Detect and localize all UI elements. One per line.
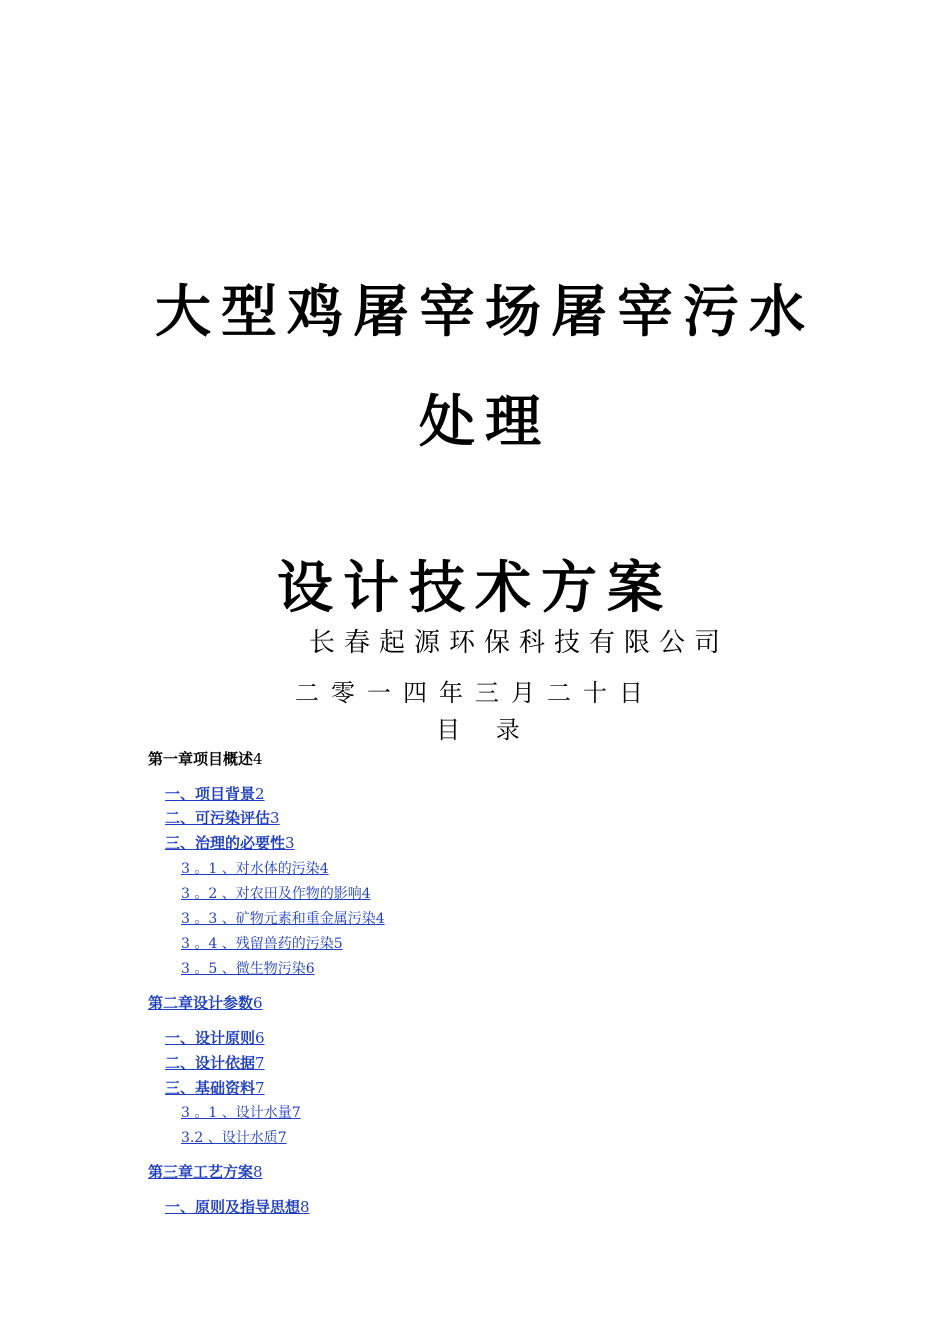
toc-entry-text: 三、治理的必要性 (165, 834, 286, 852)
document-date: 二零一四年三月二十日 (295, 679, 655, 707)
toc-entry[interactable] (181, 859, 329, 879)
toc-entry-page: 4 (375, 911, 385, 927)
title-line-2: 处理 (419, 390, 551, 455)
toc-entry-page: 5 (333, 936, 343, 952)
toc-entry-text: 第二章设计参数 (148, 994, 254, 1012)
toc-entry-page: 7 (291, 1105, 301, 1121)
toc-entry[interactable] (165, 808, 280, 828)
toc-entry-text: 一、项目背景 (165, 785, 256, 803)
toc-heading: 目 录 (436, 716, 534, 744)
toc-entry-text: 3.2 、设计水质 (181, 1130, 278, 1146)
toc-entry-text: 二、设计依据 (165, 1054, 256, 1072)
toc-entry-text: 第一章项目概述 (148, 750, 254, 768)
toc-entry-page: 4 (253, 750, 263, 768)
toc-entry-page: 6 (255, 1029, 265, 1047)
toc-entry-text: 3 。1 、对水体的污染 (181, 861, 320, 877)
toc-entry[interactable] (181, 959, 315, 979)
toc-entry-page: 7 (277, 1130, 287, 1146)
toc-entry-text: 第三章工艺方案 (148, 1163, 254, 1181)
toc-entry-page: 4 (361, 886, 371, 902)
toc-entry-page: 6 (253, 994, 263, 1012)
toc-entry-page: 3 (270, 809, 280, 827)
toc-entry[interactable] (181, 1103, 301, 1123)
toc-entry-page: 8 (300, 1198, 310, 1216)
toc-entry-page: 2 (255, 785, 265, 803)
toc-entry-text: 3 。2 、对农田及作物的影响 (181, 886, 362, 902)
toc-entry-text: 3 。1 、设计水量 (181, 1105, 292, 1121)
toc-entry[interactable] (165, 1197, 310, 1217)
toc-entry[interactable] (165, 1078, 265, 1098)
toc-entry[interactable] (181, 1128, 287, 1148)
toc-entry-text: 一、设计原则 (165, 1029, 256, 1047)
toc-entry-page: 3 (285, 834, 295, 852)
toc-entry-text: 3 。3 、矿物元素和重金属污染 (181, 911, 376, 927)
toc-entry[interactable] (165, 1028, 265, 1048)
title-line-3: 设计技术方案 (277, 556, 673, 621)
toc-entry-chapter-2[interactable] (148, 993, 263, 1013)
company-name: 长春起源环保科技有限公司 (308, 628, 729, 658)
toc-entry-page: 7 (255, 1079, 265, 1097)
toc-entry-text: 3 。4 、残留兽药的污染 (181, 936, 334, 952)
toc-entry[interactable] (165, 784, 265, 804)
toc-entry-page: 7 (255, 1054, 265, 1072)
toc-entry-chapter-3[interactable] (148, 1162, 263, 1182)
toc-entry[interactable] (165, 833, 295, 853)
toc-entry[interactable] (181, 934, 343, 954)
title-line-1: 大型鸡屠宰场屠宰污水 (155, 280, 815, 345)
toc-entry[interactable] (181, 909, 385, 929)
toc-entry-chapter-1[interactable] (148, 749, 263, 769)
toc-entry-page: 4 (319, 861, 329, 877)
toc-entry-page: 6 (305, 961, 315, 977)
toc-entry-text: 一、原则及指导思想 (165, 1198, 301, 1216)
toc-entry-text: 3 。5 、微生物污染 (181, 961, 306, 977)
toc-entry[interactable] (181, 884, 371, 904)
toc-entry[interactable] (165, 1053, 265, 1073)
toc-entry-page: 8 (253, 1163, 263, 1181)
toc-entry-text: 二、可污染评估 (165, 809, 271, 827)
toc-entry-text: 三、基础资料 (165, 1079, 256, 1097)
